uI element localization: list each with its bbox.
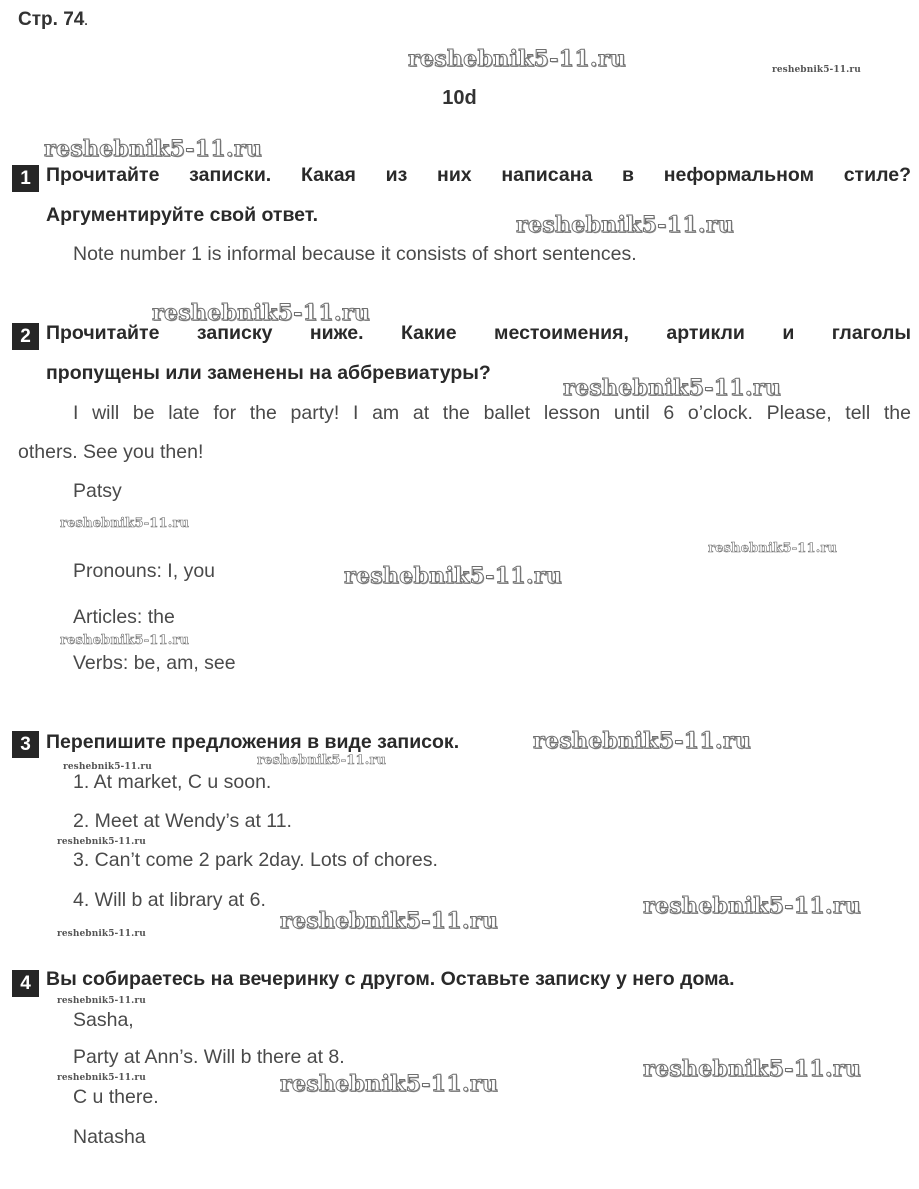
watermark: reshebnik5-11.ru (257, 753, 387, 768)
task2-articles: Articles: the (73, 606, 175, 628)
task4-line: Natasha (73, 1126, 146, 1148)
task2-note-line2: others. See you then! (18, 441, 204, 463)
task2-question-line2: пропущены или заменены на аббревиатуры? (46, 362, 491, 384)
task1-question-line2: Аргументируйте свой ответ. (46, 204, 319, 226)
watermark: reshebnik5-11.ru (516, 212, 735, 238)
watermark: reshebnik5-11.ru (57, 1073, 146, 1083)
watermark: reshebnik5-11.ru (772, 65, 861, 75)
task3-item: 4. Will b at library at 6. (73, 889, 266, 911)
watermark: reshebnik5-11.ru (57, 929, 146, 939)
task2-signature: Patsy (73, 480, 122, 502)
watermark: reshebnik5-11.ru (57, 996, 146, 1006)
watermark: reshebnik5-11.ru (60, 633, 190, 648)
page-label-dot: . (84, 14, 88, 28)
watermark: reshebnik5-11.ru (63, 762, 152, 772)
task2-verbs: Verbs: be, am, see (73, 652, 236, 674)
task3-question: Перепишите предложения в виде записок. (46, 731, 460, 753)
task-number-badge: 1 (12, 165, 39, 192)
watermark: reshebnik5-11.ru (57, 837, 146, 847)
watermark: reshebnik5-11.ru (643, 893, 862, 919)
task1-question-line1: Прочитайте записки. Какая из них написана в неформальном стиле? (46, 164, 911, 186)
watermark: reshebnik5-11.ru (533, 728, 752, 754)
task2-question-line1: Прочитайте записку ниже. Какие местоимения, артикли и глаголы (46, 322, 911, 344)
watermark: reshebnik5-11.ru (60, 516, 190, 531)
page-label-text: Стр. 74 (18, 9, 85, 30)
task-number-badge: 2 (12, 323, 39, 350)
task4-line: C u there. (73, 1086, 159, 1108)
watermark: reshebnik5-11.ru (643, 1056, 862, 1082)
watermark: reshebnik5-11.ru (563, 375, 782, 401)
task-number-badge: 4 (12, 970, 39, 997)
watermark: reshebnik5-11.ru (344, 563, 563, 589)
watermark: reshebnik5-11.ru (408, 46, 627, 72)
task-number-badge: 3 (12, 731, 39, 758)
task3-item: 3. Can’t come 2 park 2day. Lots of chores. (73, 849, 438, 871)
task2-note-line1: I will be late for the party! I am at the ballet lesson until 6 o’clock. Please, tell the (73, 402, 911, 424)
task4-question: Вы собираетесь на вечеринку с другом. Оставьте записку у него дома. (46, 968, 735, 990)
task4-line: Party at Ann’s. Will b there at 8. (73, 1046, 345, 1068)
watermark: reshebnik5-11.ru (280, 1071, 499, 1097)
task3-item: 2. Meet at Wendy’s at 11. (73, 810, 292, 832)
watermark: reshebnik5-11.ru (280, 908, 499, 934)
task1-answer: Note number 1 is informal because it consists of short sentences. (73, 243, 637, 265)
watermark: reshebnik5-11.ru (44, 136, 263, 162)
task2-pronouns: Pronouns: I, you (73, 560, 216, 582)
section-title: 10d (442, 87, 477, 109)
watermark: reshebnik5-11.ru (708, 541, 838, 556)
watermark: reshebnik5-11.ru (152, 300, 371, 326)
task3-item: 1. At market, C u soon. (73, 771, 272, 793)
page-label (18, 9, 88, 31)
task4-line: Sasha, (73, 1009, 134, 1031)
